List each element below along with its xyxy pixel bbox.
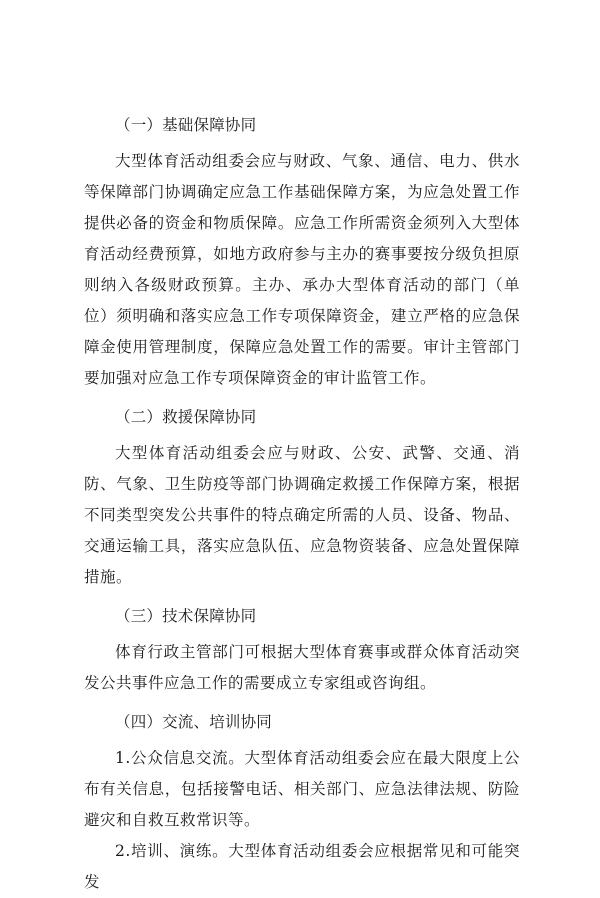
section-heading-1: （一）基础保障协同 <box>115 116 257 134</box>
section-1-paragraph: 大型体育活动组委会应与财政、气象、通信、电力、供水等保障部门协调确定应急工作基础保障方案，为应急处置工作提供必备的资金和物质保障。应急工作所需资金须列入大型体育活动经费预算，如地方政府参与主办的赛事要按分级负担原则纳入各级财政预算。主办、承办大型体育活动的部门（单位）须明确和落实应急工作专项保障资金，建立严格的应急保障金使用管理制度，保障应急处置工作的需要。审计主管部门要加强对应急工作专项保障资金的审计监管工作。 <box>84 152 520 387</box>
section-heading-3: （三）技术保障协同 <box>115 607 257 625</box>
section-4-paragraph-2: 2.培训、演练。大型体育活动组委会应根据常见和可能突发 <box>84 842 520 891</box>
section-2-paragraph: 大型体育活动组委会应与财政、公安、武警、交通、消防、气象、卫生防疫等部门协调确定救援工作保障方案，根据不同类型突发公共事件的特点确定所需的人员、设备、物品、交通运输工具，落实应急队伍、应急物资装备、应急处置保障措施。 <box>84 444 520 586</box>
section-heading-2: （二）救援保障协同 <box>115 408 257 426</box>
document-body <box>84 106 520 898</box>
section-3-paragraph: 体育行政主管部门可根据大型体育赛事或群众体育活动突发公共事件应急工作的需要成立专家组或咨询组。 <box>84 643 520 692</box>
section-heading-4: （四）交流、培训协同 <box>115 713 273 731</box>
section-4-paragraph-1: 1.公众信息交流。大型体育活动组委会应在最大限度上公布有关信息，包括接警电话、相关部门、应急法律法规、防险避灾和自救互救常识等。 <box>84 749 520 829</box>
